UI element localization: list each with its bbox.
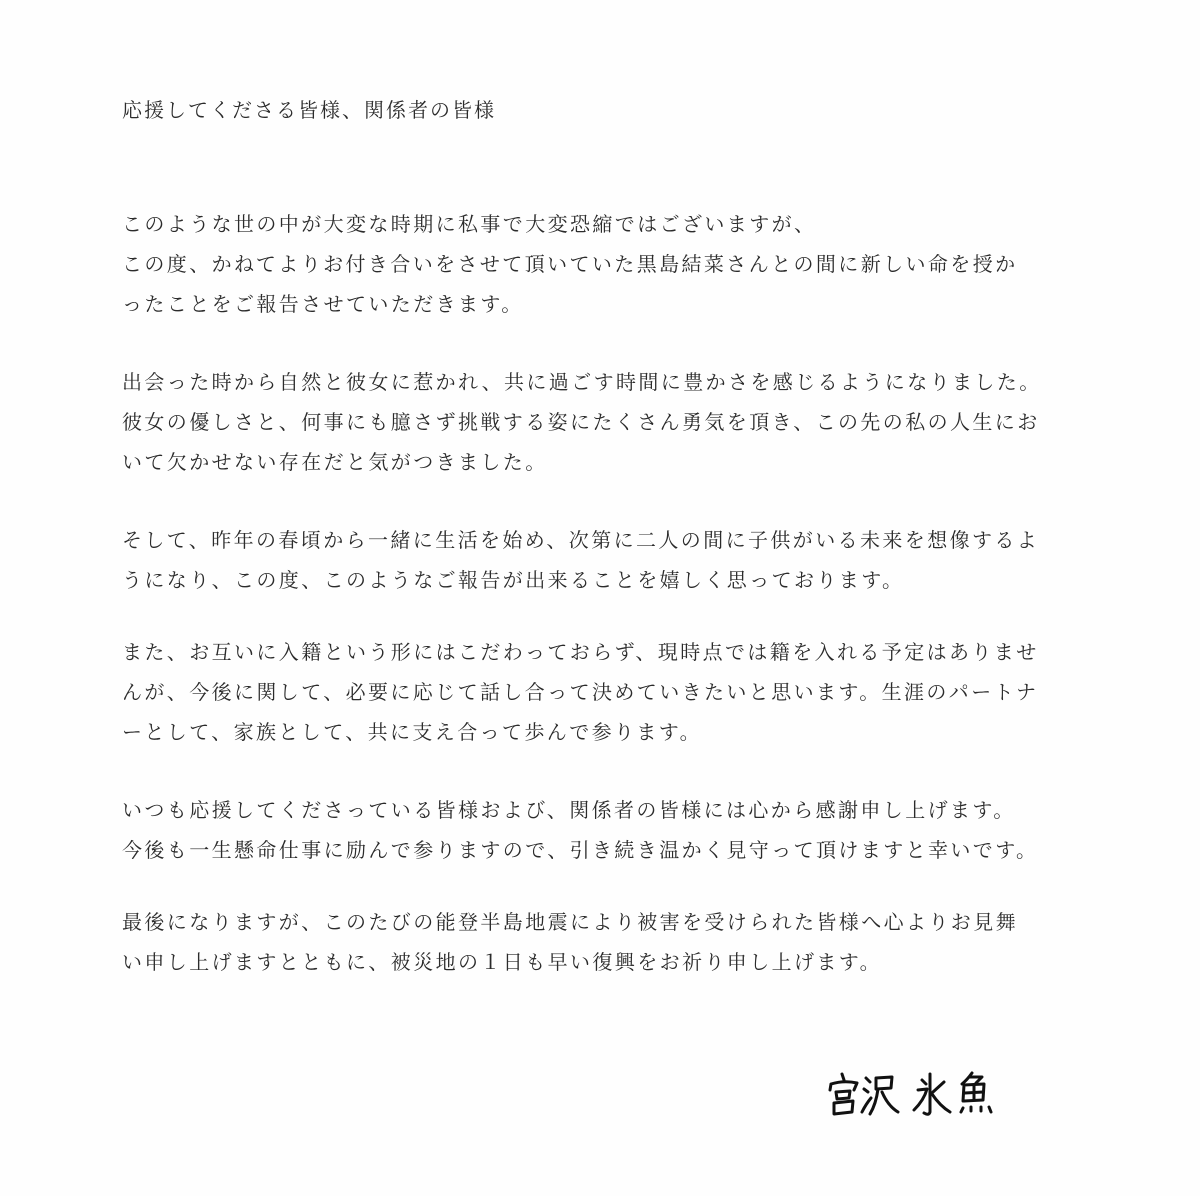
- paragraph-line: い申し上げますとともに、被災地の１日も早い復興をお祈り申し上げます。: [122, 950, 882, 974]
- paragraph-line: 出会った時から自然と彼女に惹かれ、共に過ごす時間に豊かさを感じるようになりました。: [122, 370, 1042, 394]
- paragraph-line: うになり、この度、このようなご報告が出来ることを嬉しく思っております。: [122, 568, 905, 592]
- signature-drawing: [826, 1068, 1026, 1128]
- paragraph-line: いて欠かせない存在だと気がつきました。: [122, 450, 548, 474]
- handwritten-signature: [826, 1068, 1026, 1128]
- paragraph-marriage: [122, 632, 1082, 752]
- paragraph-thanks: [122, 790, 1082, 870]
- paragraph-line: そして、昨年の春頃から一緒に生活を始め、次第に二人の間に子供がいる未来を想像するよ: [122, 528, 1040, 552]
- paragraph-line: この度、かねてよりお付き合いをさせて頂いていた黒島結菜さんとの間に新しい命を授か: [122, 252, 1018, 276]
- paragraph-life-together: [122, 520, 1082, 600]
- paragraph-line: 最後になりますが、このたびの能登半島地震により被害を受けられた皆様へ心よりお見舞: [122, 910, 1018, 934]
- paragraph-line: んが、今後に関して、必要に応じて話し合って決めていきたいと思います。生涯のパートナ: [122, 680, 1039, 704]
- paragraph-line: ったことをご報告させていただきます。: [122, 292, 524, 316]
- paragraph-line: ーとして、家族として、共に支え合って歩んで参ります。: [122, 720, 702, 744]
- paragraph-line: 今後も一生懸命仕事に励んで参りますので、引き続き温かく見守って頂けますと幸いです。: [122, 838, 1039, 862]
- paragraph-announcement: [122, 204, 1082, 324]
- paragraph-meeting: [122, 362, 1082, 482]
- salutation: 応援してくださる皆様、関係者の皆様: [122, 98, 496, 122]
- paragraph-earthquake: [122, 902, 1082, 982]
- paragraph-line: また、お互いに入籍という形にはこだわっておらず、現時点では籍を入れる予定はありませ: [122, 640, 1039, 664]
- paragraph-line: いつも応援してくださっている皆様および、関係者の皆様には心から感謝申し上げます。: [122, 798, 1016, 822]
- paragraph-line: 彼女の優しさと、何事にも臆さず挑戦する姿にたくさん勇気を頂き、この先の私の人生にお: [122, 410, 1040, 434]
- paragraph-line: このような世の中が大変な時期に私事で大変恐縮ではございますが、: [122, 212, 817, 236]
